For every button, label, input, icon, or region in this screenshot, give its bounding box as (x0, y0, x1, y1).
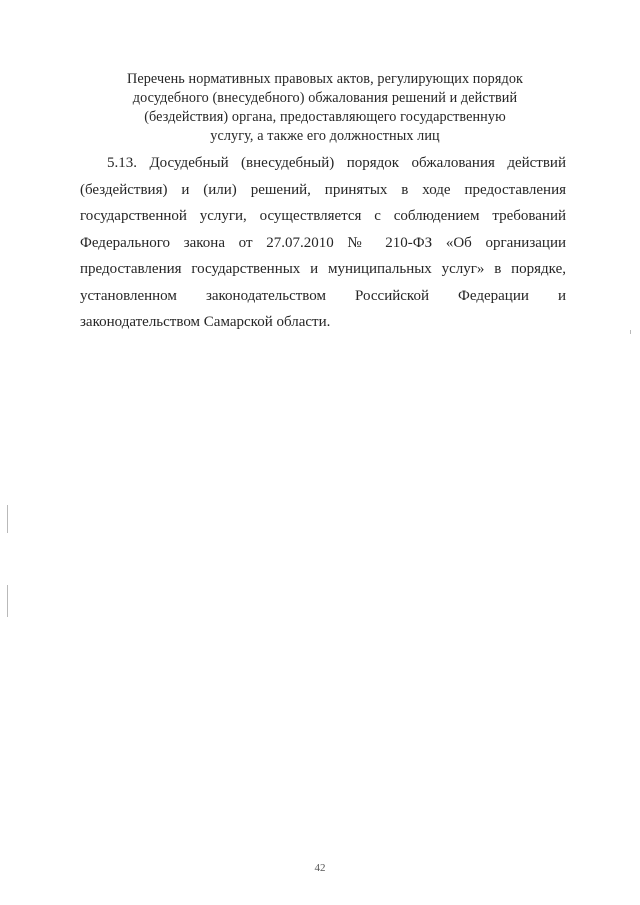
section-heading (80, 70, 570, 146)
scan-artifact (7, 505, 8, 533)
body-paragraph: 5.13. Досудебный (внесудебный) порядок обжалования действий (бездействия) и (или) решений, принятых в ходе предоставления государственной услуги, осуществляется с соблюдением требований Федерального закона от 27.07.2010 № 210-ФЗ «Об организации предоставления государственных и муниципальных услуг» в порядке, установленном законодательством Российской Федерации и законодательством Самарской области. (80, 155, 566, 330)
heading-line: досудебного (внесудебного) обжалования решений и действий (132, 90, 518, 106)
heading-line: услугу, а также его должностных лиц (210, 128, 440, 144)
heading-line: (бездействия) органа, предоставляющего государственную (144, 109, 506, 125)
scan-artifact (630, 330, 631, 334)
heading-line: Перечень нормативных правовых актов, регулирующих порядок (126, 71, 524, 87)
page-number: 42 (314, 862, 326, 874)
scan-artifact (7, 585, 8, 617)
